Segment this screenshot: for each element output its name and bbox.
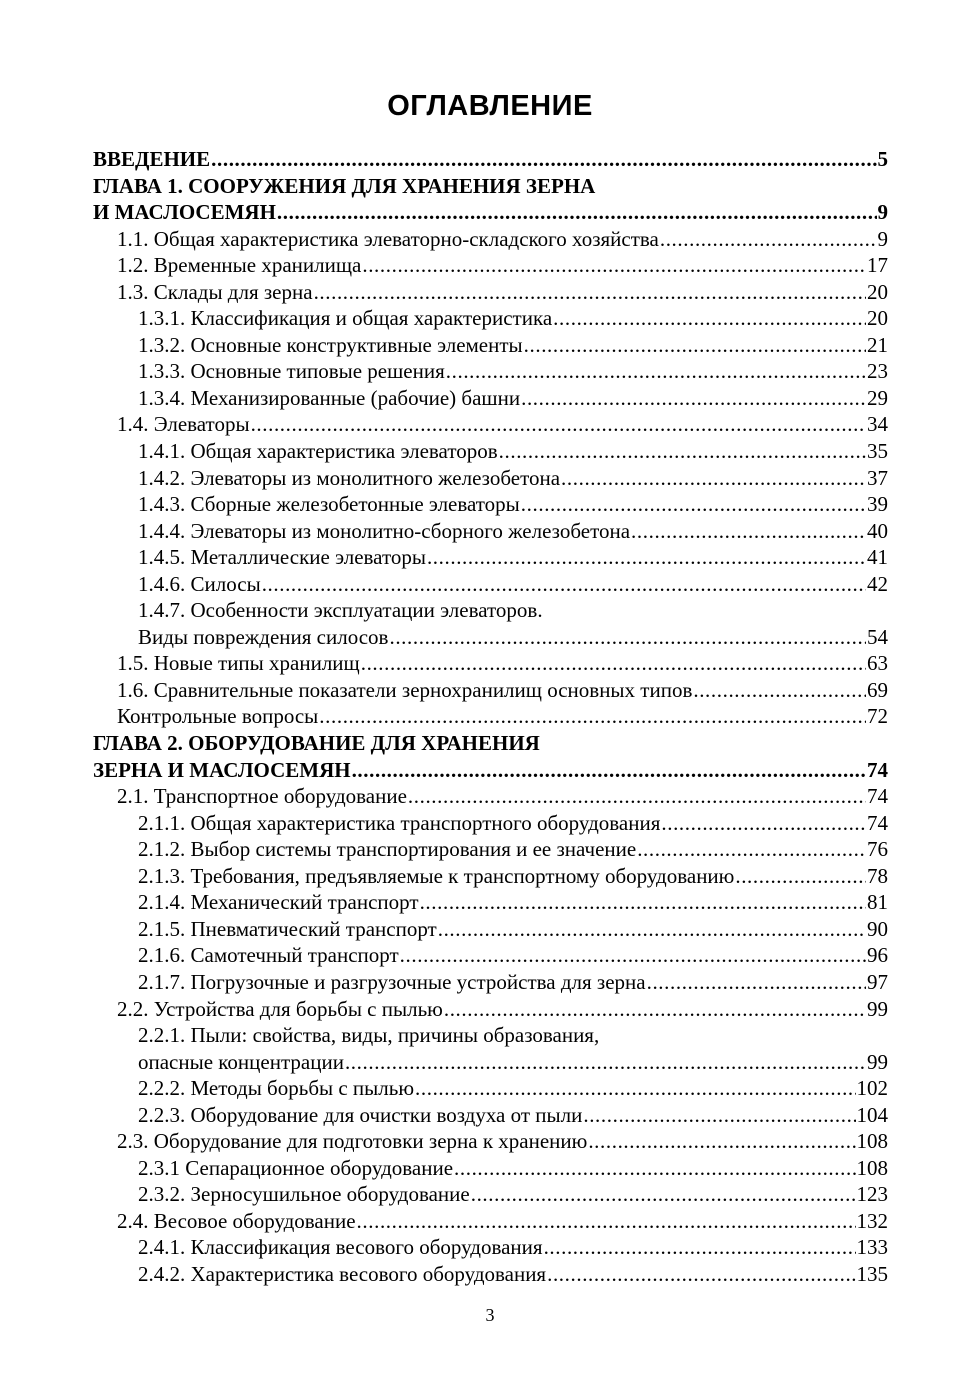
toc-entry: [93, 597, 888, 624]
toc-dot-leader: [637, 836, 866, 863]
toc-entry-page: 133: [856, 1235, 888, 1260]
toc-dot-leader: [438, 916, 866, 943]
toc-entry-page: 104: [856, 1102, 888, 1127]
toc-entry-page: 39: [867, 492, 888, 517]
toc-entry: [93, 173, 888, 200]
toc-dot-leader: [521, 491, 866, 518]
toc-dot-leader: [314, 279, 866, 306]
toc-entry-title: 1.4.7. Особенности эксплуатации элеваторов.: [138, 598, 543, 623]
toc-entry: [93, 889, 888, 916]
toc-entry-title: 2.3. Оборудование для подготовки зерна к хранению: [117, 1129, 588, 1154]
toc-dot-leader: [400, 942, 866, 969]
toc-dot-leader: [561, 465, 866, 492]
toc-entry: [93, 650, 888, 677]
toc-entry: [93, 226, 888, 253]
toc-entry: [93, 571, 888, 598]
toc-dot-leader: [389, 624, 866, 651]
toc-entry: [93, 465, 888, 492]
toc-entry-title: 1.4.3. Сборные железобетонные элеваторы: [138, 492, 520, 517]
toc-dot-leader: [361, 650, 866, 677]
toc-entry-title: 2.1.2. Выбор системы транспортирования и ее значение: [138, 837, 637, 862]
toc-entry: [93, 730, 888, 757]
toc-entry-title: 2.1.4. Механический транспорт: [138, 890, 419, 915]
toc-entry: [93, 279, 888, 306]
toc-dot-leader: [415, 1075, 855, 1102]
toc-entry: [93, 385, 888, 412]
toc-entry: [93, 783, 888, 810]
toc-entry-title: 2.4.2. Характеристика весового оборудования: [138, 1261, 547, 1286]
toc-entry: [93, 1181, 888, 1208]
toc-entry: [93, 491, 888, 518]
toc-entry: [93, 1234, 888, 1261]
toc-entry-title: 1.4.2. Элеваторы из монолитного железобетона: [138, 465, 561, 490]
toc-entry: [93, 411, 888, 438]
toc-entry-page: 97: [867, 969, 888, 994]
toc-entry-page: 42: [867, 571, 888, 596]
toc-entry-title: 2.3.1 Сепарационное оборудование: [138, 1155, 454, 1180]
toc-entry-page: 20: [867, 306, 888, 331]
toc-entry-page: 132: [856, 1208, 888, 1233]
toc-entry-page: 21: [867, 332, 888, 357]
toc-entry: [93, 810, 888, 837]
toc-dot-leader: [277, 199, 877, 226]
toc-entry-title: 1.4. Элеваторы: [117, 412, 250, 437]
toc-entry: [93, 544, 888, 571]
toc-entry: [93, 942, 888, 969]
toc-entry-page: 29: [867, 385, 888, 410]
toc-entry-page: 90: [867, 916, 888, 941]
toc-dot-leader: [583, 1102, 855, 1129]
toc-entry-title: 2.2.1. Пыли: свойства, виды, причины образования,: [138, 1023, 600, 1048]
toc-dot-leader: [444, 996, 866, 1023]
toc-entry-title: 2.4. Весовое оборудование: [117, 1208, 356, 1233]
toc-entry-title: 2.2. Устройства для борьбы с пылью: [117, 996, 443, 1021]
toc-entry: [93, 703, 888, 730]
toc-entry-page: 81: [867, 890, 888, 915]
toc-entry: [93, 863, 888, 890]
toc-dot-leader: [521, 385, 866, 412]
toc-dot-leader: [524, 332, 866, 359]
toc-entry: [93, 199, 888, 226]
toc-entry: [93, 358, 888, 385]
toc-entry: [93, 1261, 888, 1288]
toc-dot-leader: [319, 703, 866, 730]
toc-entry-title: 1.2. Временные хранилища: [117, 253, 362, 278]
toc-entry-title: 2.4.1. Классификация весового оборудования: [138, 1235, 543, 1260]
toc-entry: [93, 677, 888, 704]
toc-entry-title: 1.5. Новые типы хранилищ: [117, 651, 360, 676]
toc-entry-page: 74: [867, 784, 888, 809]
toc-entry-page: 96: [867, 943, 888, 968]
toc-dot-leader: [345, 1049, 866, 1076]
toc-entry-page: 123: [856, 1182, 888, 1207]
toc-entry-title: 1.3.1. Классификация и общая характеристика: [138, 306, 553, 331]
toc-entry-title: 2.3.2. Зерносушильное оборудование: [138, 1182, 470, 1207]
toc-entry-page: 54: [867, 624, 888, 649]
toc-dot-leader: [553, 305, 866, 332]
toc-entry-title: 2.1.3. Требования, предъявляемые к транспортному оборудованию: [138, 863, 735, 888]
toc-dot-leader: [588, 1128, 855, 1155]
toc-entry: [93, 518, 888, 545]
toc-entry: [93, 1208, 888, 1235]
toc-entry-title: ВВЕДЕНИЕ: [93, 147, 211, 171]
toc-entry: [93, 252, 888, 279]
toc-entry-page: 5: [877, 147, 888, 171]
toc-entry-title: 1.4.1. Общая характеристика элеваторов: [138, 439, 498, 464]
toc-dot-leader: [544, 1234, 856, 1261]
toc-entry-page: 102: [856, 1076, 888, 1101]
toc-entry-title: ГЛАВА 2. ОБОРУДОВАНИЕ ДЛЯ ХРАНЕНИЯ: [93, 731, 540, 756]
toc-dot-leader: [420, 889, 866, 916]
toc-entry-page: 34: [867, 412, 888, 437]
toc-dot-leader: [352, 757, 866, 784]
toc-dot-leader: [408, 783, 866, 810]
toc-entry-title: 1.3.4. Механизированные (рабочие) башни: [138, 385, 521, 410]
toc-entry: [93, 438, 888, 465]
toc-dot-leader: [647, 969, 866, 996]
toc-entry-title: 2.2.3. Оборудование для очистки воздуха от пыли: [138, 1102, 583, 1127]
toc-entry-title: 2.1.7. Погрузочные и разгрузочные устройства для зерна: [138, 969, 646, 994]
toc-entry-page: 135: [856, 1261, 888, 1286]
toc-dot-leader: [211, 146, 876, 173]
toc-entry-title: 1.4.4. Элеваторы из монолитно-сборного железобетона: [138, 518, 631, 543]
toc-dot-leader: [362, 252, 866, 279]
toc-entry-page: 63: [867, 651, 888, 676]
toc-dot-leader: [547, 1261, 855, 1288]
toc-entry-title: опасные концентрации: [138, 1049, 344, 1074]
toc-entry: [93, 305, 888, 332]
toc-entry-page: 99: [867, 996, 888, 1021]
toc-entry-title: 1.3.3. Основные типовые решения: [138, 359, 445, 384]
toc-entry-title: 1.1. Общая характеристика элеваторно-складского хозяйства: [117, 226, 659, 251]
toc-dot-leader: [661, 810, 866, 837]
toc-dot-leader: [471, 1181, 856, 1208]
toc-entry-title: ЗЕРНА И МАСЛОСЕМЯН: [93, 757, 351, 782]
page-number: 3: [485, 1305, 495, 1325]
toc-dot-leader: [735, 863, 866, 890]
toc-entry: [93, 146, 888, 173]
toc-dot-leader: [262, 571, 866, 598]
toc-entry-title: 1.4.5. Металлические элеваторы: [138, 545, 426, 570]
toc-entry-page: 74: [867, 810, 888, 835]
toc-entry-page: 99: [867, 1049, 888, 1074]
toc-entry-title: 1.3.2. Основные конструктивные элементы: [138, 332, 523, 357]
toc-entry-page: 35: [867, 439, 888, 464]
toc-dot-leader: [446, 358, 866, 385]
toc-dot-leader: [631, 518, 866, 545]
toc-entry-page: 9: [877, 200, 888, 225]
toc-entry-title: Виды повреждения силосов: [138, 624, 389, 649]
toc-entry-title: ГЛАВА 1. СООРУЖЕНИЯ ДЛЯ ХРАНЕНИЯ ЗЕРНА: [93, 173, 596, 198]
toc-entry: [93, 1075, 888, 1102]
toc-entry: [93, 1155, 888, 1182]
toc-dot-leader: [427, 544, 866, 571]
toc-entry: [93, 757, 888, 784]
toc-entry-page: 72: [867, 704, 888, 729]
toc-entry: [93, 836, 888, 863]
toc-entry-page: 37: [867, 465, 888, 490]
toc-entry-title: 1.3. Склады для зерна: [117, 279, 313, 304]
toc-dot-leader: [499, 438, 866, 465]
toc-entry-page: 17: [867, 253, 888, 278]
toc-entry: [93, 1022, 888, 1049]
toc-entry-title: 2.1. Транспортное оборудование: [117, 784, 407, 809]
toc-entry: [93, 969, 888, 996]
toc-entry: [93, 332, 888, 359]
toc-entry-page: 41: [867, 545, 888, 570]
toc-entry-page: 69: [867, 677, 888, 702]
toc-entry: [93, 624, 888, 651]
toc-entry: [93, 996, 888, 1023]
toc-entry-title: 2.2.2. Методы борьбы с пылью: [138, 1076, 415, 1101]
toc-entry: [93, 1102, 888, 1129]
toc-entry-title: 1.4.6. Силосы: [138, 571, 261, 596]
toc-entry-page: 108: [856, 1155, 888, 1180]
toc-entry-title: 2.1.6. Самотечный транспорт: [138, 943, 399, 968]
table-of-contents: [93, 146, 888, 1288]
toc-entry-title: 2.1.1. Общая характеристика транспортного оборудования: [138, 810, 661, 835]
page-title: ОГЛАВЛЕНИЕ: [387, 90, 593, 122]
toc-entry-page: 108: [856, 1129, 888, 1154]
toc-entry-title: 2.1.5. Пневматический транспорт: [138, 916, 437, 941]
toc-entry: [93, 1128, 888, 1155]
toc-entry-title: И МАСЛОСЕМЯН: [93, 200, 276, 225]
toc-entry-page: 78: [867, 863, 888, 888]
toc-entry-title: 1.6. Сравнительные показатели зернохранилищ основных типов: [117, 677, 693, 702]
toc-entry-page: 40: [867, 518, 888, 543]
toc-dot-leader: [357, 1208, 856, 1235]
toc-entry-page: 20: [867, 279, 888, 304]
toc-entry-page: 23: [867, 359, 888, 384]
toc-dot-leader: [693, 677, 866, 704]
toc-dot-leader: [251, 411, 866, 438]
toc-entry: [93, 916, 888, 943]
toc-entry: [93, 1049, 888, 1076]
toc-dot-leader: [660, 226, 877, 253]
toc-entry-page: 9: [877, 226, 888, 251]
toc-entry-title: Контрольные вопросы: [117, 704, 319, 729]
toc-entry-page: 74: [867, 757, 888, 782]
toc-dot-leader: [454, 1155, 855, 1182]
toc-entry-page: 76: [867, 837, 888, 862]
